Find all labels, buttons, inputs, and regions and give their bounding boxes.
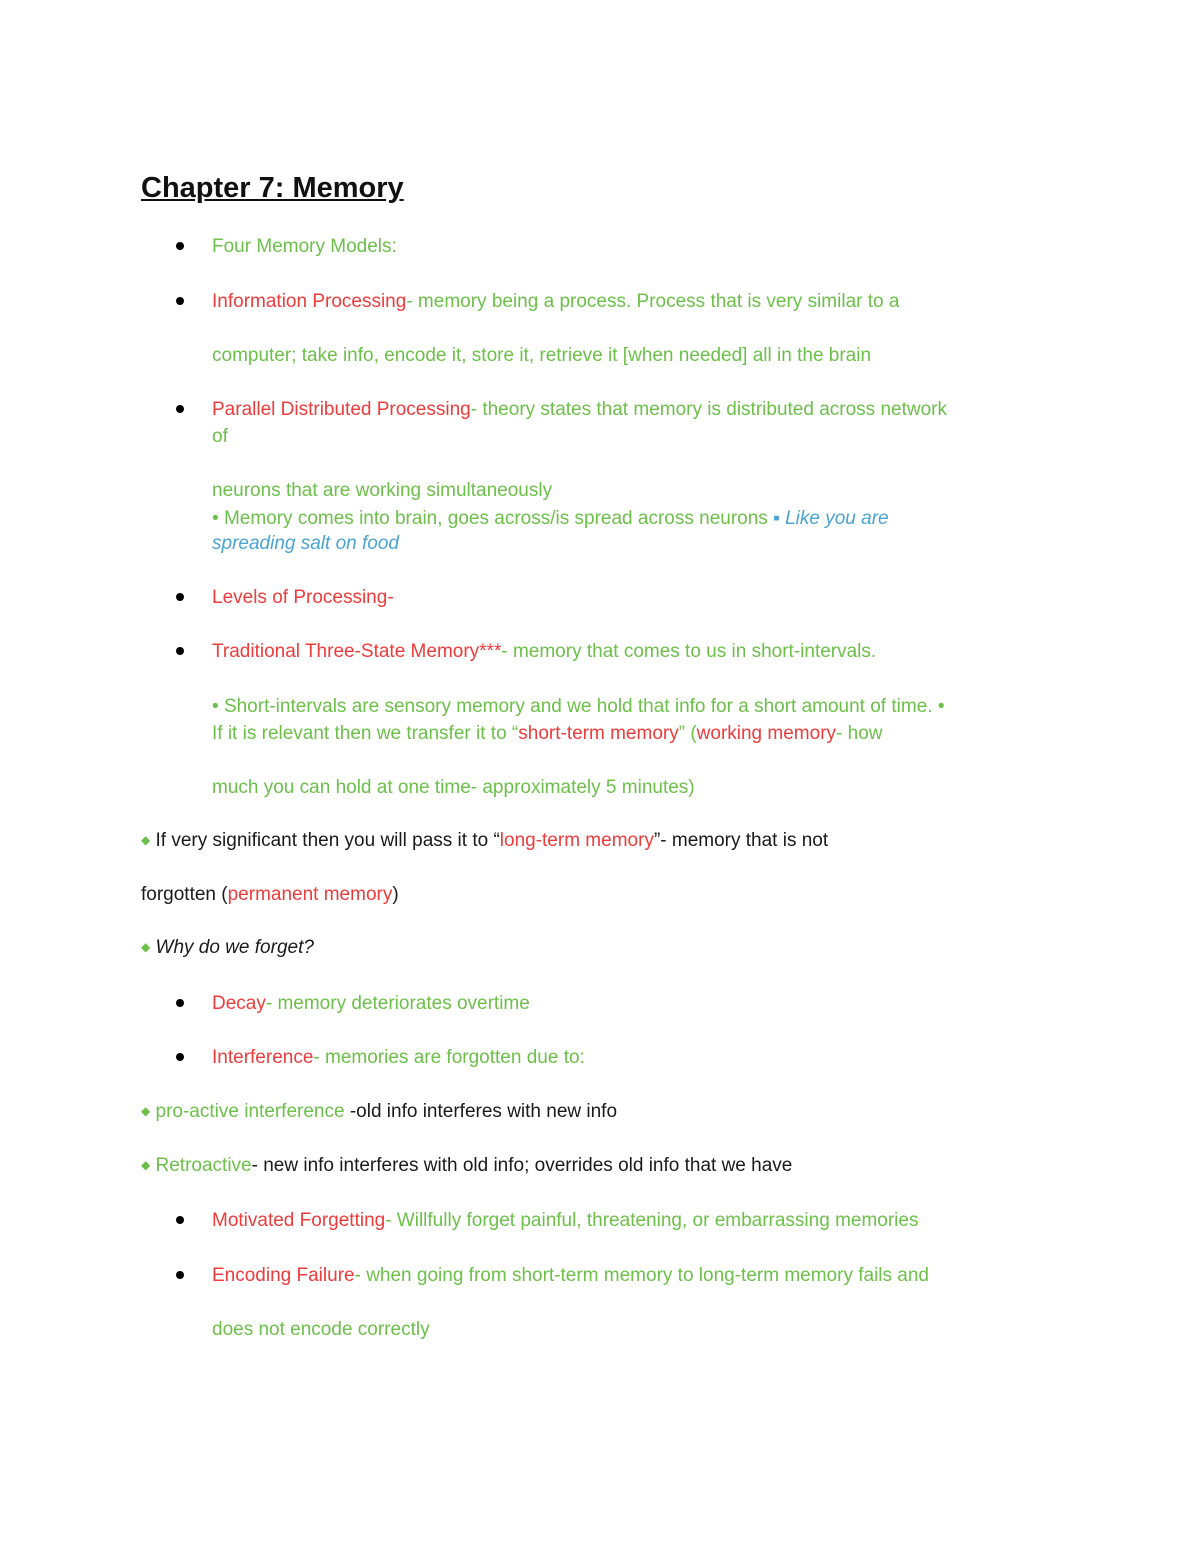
long-term-memory-line: [141, 828, 828, 853]
relevant-line: [212, 722, 883, 746]
diamond-bullet-icon: ◆: [141, 1104, 151, 1118]
relevant-text-mid: ” (: [678, 723, 697, 744]
decay-item: [212, 992, 530, 1016]
three-state-definition: - memory that comes to us in short-intervals.: [501, 641, 877, 662]
pdp-sub-text: Memory comes into brain, goes across/is spread across neurons: [223, 508, 768, 529]
relevant-continuation: much you can hold at one time- approximately 5 minutes): [212, 777, 695, 798]
motivated-forgetting-term: Motivated Forgetting: [212, 1210, 386, 1231]
long-term-memory-term: long-term memory: [499, 830, 654, 851]
diamond-bullet-icon: ◆: [141, 833, 151, 847]
square-bullet-icon: ▪: [773, 508, 780, 529]
why-forget-line: [141, 935, 314, 960]
ltm-text-end: ”- memory that is not: [653, 830, 829, 851]
proactive-term: pro-active interference: [155, 1101, 345, 1122]
decay-term: Decay: [212, 993, 266, 1014]
interference-definition: - memories are forgotten due to:: [313, 1047, 585, 1068]
motivated-forgetting-definition: - Willfully forget painful, threatening, or embarrassing memories: [385, 1210, 919, 1231]
relevant-text-end: - how: [836, 723, 883, 744]
interference-term: Interference: [212, 1047, 314, 1068]
bullet-icon: [176, 242, 184, 250]
retroactive-term: Retroactive: [155, 1155, 252, 1176]
encoding-failure-definition: - when going from short-term memory to long-term memory fails and: [354, 1265, 930, 1286]
bullet-icon: [176, 1271, 184, 1279]
why-forget-heading: Why do we forget?: [155, 937, 314, 958]
bullet-icon: [176, 593, 184, 601]
short-intervals-text: Short-intervals are sensory memory and we hold that info for a short amount of time.: [223, 696, 933, 717]
sub-bullet-icon: •: [212, 696, 219, 717]
pdp-continuation: neurons that are working simultaneously: [212, 480, 553, 501]
retroactive-definition: - new info interferes with old info; overrides old info that we have: [251, 1155, 793, 1176]
pdp-example-continuation: spreading salt on food: [212, 533, 399, 554]
three-state-item: [212, 640, 876, 664]
relevant-text: If it is relevant then we transfer it to “: [212, 723, 519, 744]
levels-of-processing-term: Levels of Processing-: [212, 587, 394, 608]
retroactive-line: [141, 1153, 792, 1178]
sub-bullet-icon: •: [212, 508, 219, 529]
pdp-term: Parallel Distributed Processing: [212, 399, 471, 420]
bullet-icon: [176, 647, 184, 655]
bullet-icon: [176, 297, 184, 305]
short-term-memory-term: short-term memory: [518, 723, 679, 744]
decay-definition: - memory deteriorates overtime: [265, 993, 530, 1014]
motivated-forgetting-item: [212, 1209, 918, 1233]
bullet-icon: [176, 405, 184, 413]
encoding-failure-continuation: does not encode correctly: [212, 1319, 430, 1340]
proactive-definition: -old info interferes with new info: [344, 1101, 618, 1122]
ltm-text: If very significant then you will pass it to “: [155, 830, 500, 851]
diamond-bullet-icon: ◆: [141, 1158, 151, 1172]
sub-bullet-icon: •: [937, 696, 945, 717]
diamond-bullet-icon: ◆: [141, 940, 151, 954]
pdp-of: of: [212, 426, 228, 447]
pdp-definition: - theory states that memory is distributed across network: [470, 399, 947, 420]
page-title: Chapter 7: Memory: [141, 172, 404, 204]
short-intervals-line: [212, 695, 944, 719]
bullet-icon: [176, 999, 184, 1007]
forgotten-text: forgotten (: [141, 884, 228, 905]
bullet-icon: [176, 1053, 184, 1061]
forgotten-line: [141, 883, 399, 907]
permanent-memory-term: permanent memory: [227, 884, 393, 905]
info-processing-continuation: computer; take info, encode it, store it, retrieve it [when needed] all in the brain: [212, 345, 872, 366]
bullet-icon: [176, 1216, 184, 1224]
interference-item: [212, 1046, 585, 1070]
pdp-sub-point: [212, 507, 889, 531]
encoding-failure-item: [212, 1264, 929, 1288]
encoding-failure-term: Encoding Failure: [212, 1265, 355, 1286]
three-state-term: Traditional Three-State Memory***: [212, 641, 502, 662]
info-processing-term: Information Processing: [212, 291, 407, 312]
pdp-example: Like you are: [785, 508, 889, 529]
proactive-line: [141, 1099, 617, 1124]
working-memory-term: working memory: [696, 723, 837, 744]
forgotten-text-end: ): [392, 884, 399, 905]
four-models-heading: Four Memory Models:: [212, 236, 397, 257]
info-processing-definition: - memory being a process. Process that is very similar to a: [406, 291, 900, 312]
info-processing-item: [212, 290, 899, 314]
pdp-item: [212, 398, 947, 422]
